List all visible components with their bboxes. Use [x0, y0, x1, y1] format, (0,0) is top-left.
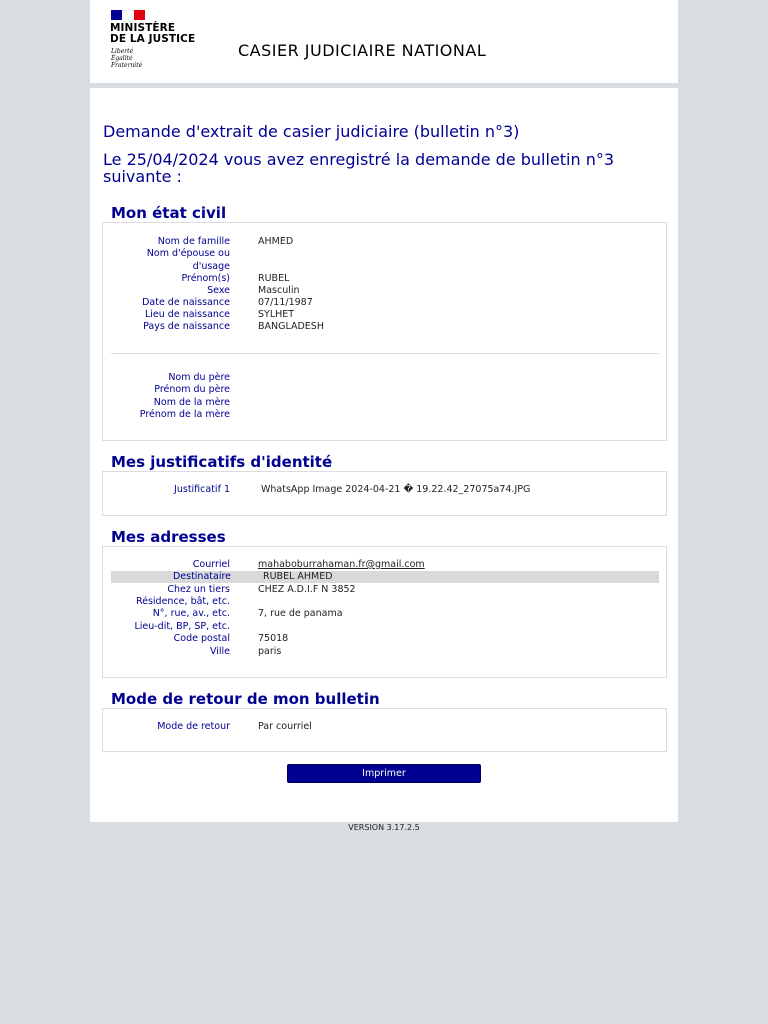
section-divider	[111, 353, 659, 354]
document-file-name: WhatsApp Image 2024-04-21 � 19.22.42_27075a74.JPG	[261, 484, 531, 495]
info-row	[103, 608, 666, 620]
row-label: Courriel	[192, 559, 230, 570]
section-title-etat-civil: Mon état civil	[111, 204, 227, 222]
section-title-justificatifs: Mes justificatifs d'identité	[111, 453, 333, 471]
print-button[interactable]: Imprimer	[287, 764, 481, 783]
info-row	[103, 721, 666, 733]
ministry-logo[interactable]	[110, 8, 218, 78]
row-label: Résidence, bât, etc.	[135, 596, 230, 607]
info-row	[103, 397, 666, 409]
row-value: RUBEL	[258, 273, 290, 284]
section-title-mode-retour: Mode de retour de mon bulletin	[111, 690, 380, 708]
site-header	[90, 0, 678, 83]
row-label: Nom d'épouse ou	[146, 248, 230, 259]
row-label: Mode de retour	[157, 721, 230, 732]
marianne-flag-icon	[111, 10, 145, 20]
info-row	[103, 484, 666, 496]
info-row	[103, 596, 666, 608]
adresses-box	[102, 546, 667, 678]
row-label: N°, rue, av., etc.	[152, 608, 230, 619]
row-label: Nom de la mère	[153, 397, 230, 408]
info-row	[103, 309, 666, 321]
row-value: BANGLADESH	[258, 321, 324, 332]
row-value: RUBEL AHMED	[263, 571, 333, 582]
ministry-name: MINISTÈRE DE LA JUSTICE	[110, 22, 196, 45]
justificatifs-box	[102, 471, 667, 516]
info-row	[103, 261, 666, 273]
row-label: Destinataire	[172, 571, 231, 582]
row-value: 75018	[258, 633, 289, 644]
row-value: Masculin	[258, 285, 300, 296]
row-label: Prénom du père	[154, 384, 230, 395]
row-label: Chez un tiers	[167, 584, 230, 595]
mode-retour-box	[102, 708, 667, 752]
row-label: Sexe	[207, 285, 230, 296]
info-row	[103, 297, 666, 309]
row-value: 7, rue de panama	[258, 608, 343, 619]
page-subtitle: Le 25/04/2024 vous avez enregistré la demande de bulletin n°3 suivante :	[103, 150, 615, 186]
row-label: Prénom(s)	[181, 273, 230, 284]
section-title-adresses: Mes adresses	[111, 528, 226, 546]
etat-civil-box	[102, 222, 667, 441]
info-row	[103, 633, 666, 645]
row-label: Justificatif 1	[174, 484, 230, 495]
row-value: SYLHET	[258, 309, 295, 320]
info-row-highlighted	[111, 571, 659, 583]
row-value: CHEZ A.D.I.F N 3852	[258, 584, 356, 595]
info-row	[103, 285, 666, 297]
email-link[interactable]: mahaboburrahaman.fr@gmail.com	[258, 559, 425, 570]
row-value: paris	[258, 646, 282, 657]
row-label: Nom de famille	[157, 236, 230, 247]
site-title: CASIER JUDICIAIRE NATIONAL	[238, 41, 487, 60]
row-value: Par courriel	[258, 721, 312, 732]
row-label: Prénom de la mère	[139, 409, 230, 420]
row-label: Nom du père	[168, 372, 230, 383]
row-label: Lieu de naissance	[144, 309, 230, 320]
info-row	[103, 273, 666, 285]
info-row	[103, 584, 666, 596]
page-title: Demande d'extrait de casier judiciaire (bulletin n°3)	[103, 122, 520, 141]
info-row	[103, 409, 666, 421]
info-row	[103, 384, 666, 396]
info-row	[103, 559, 666, 571]
version-label: VERSION 3.17.2.5	[348, 823, 420, 832]
row-label: Date de naissance	[142, 297, 230, 308]
row-value: AHMED	[258, 236, 294, 247]
info-row	[103, 236, 666, 248]
info-row	[103, 248, 666, 260]
row-label: d'usage	[192, 261, 230, 272]
info-row	[103, 372, 666, 384]
row-label: Lieu-dit, BP, SP, etc.	[134, 621, 230, 632]
row-label: Pays de naissance	[143, 321, 230, 332]
info-row	[103, 621, 666, 633]
row-label: Code postal	[173, 633, 230, 644]
republic-motto: Liberté Égalité Fraternité	[111, 48, 143, 69]
info-row	[103, 646, 666, 658]
main-content	[90, 88, 678, 822]
info-row	[103, 321, 666, 333]
row-label: Ville	[209, 646, 230, 657]
row-value: 07/11/1987	[258, 297, 313, 308]
